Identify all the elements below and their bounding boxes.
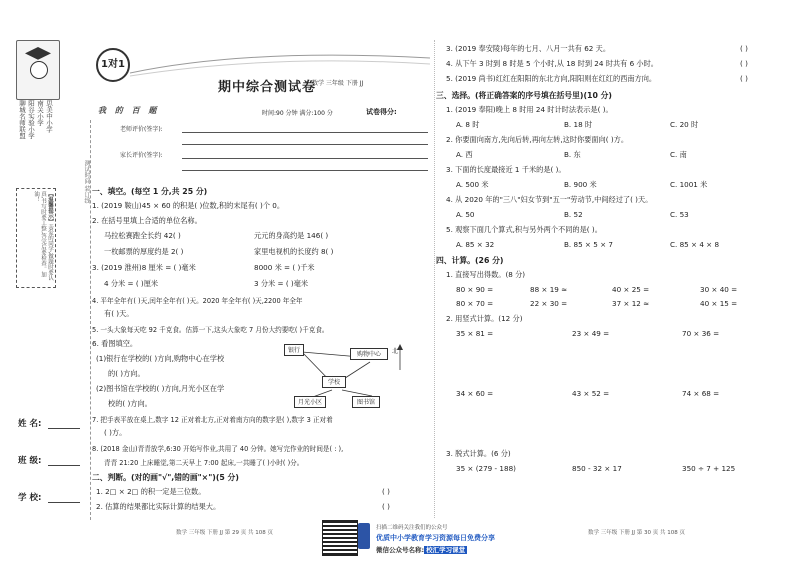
question: 5. 观察下面几个算式,积与另外两个不同的是( )。 xyxy=(446,225,602,234)
mall-box: 购物中心 xyxy=(350,348,388,360)
page-fold xyxy=(434,40,435,518)
sub-question: 2. 用竖式计算。(12 分) xyxy=(446,314,523,323)
teacher-eval-line[interactable] xyxy=(182,132,428,133)
option: C. 85 × 4 × 8 xyxy=(670,240,720,249)
question-part: 一枚邮票的厚度约是 2( ) xyxy=(104,247,184,256)
question: 3. (2019 淮州)8 厘米 = ( )毫米 xyxy=(92,263,196,272)
score-label: 试卷得分: xyxy=(366,108,397,116)
option: B. 52 xyxy=(564,210,583,219)
question: 3. 下面的长度最接近 1 千米的是( )。 xyxy=(446,165,566,174)
option: A. 85 × 32 xyxy=(456,240,495,249)
promo-account xyxy=(376,545,467,554)
teacher-eval-line-2[interactable] xyxy=(182,144,428,145)
sidebar-column: 思美中小学 xyxy=(45,100,53,133)
vertical-item: 43 × 52 = xyxy=(572,389,610,398)
option: C. 20 时 xyxy=(670,120,699,129)
question-part: 有( )天。 xyxy=(104,309,134,318)
question: 4. 从 2020 年的"三八"妇女节到"五一"劳动节,中间经过了( )天。 xyxy=(446,195,653,204)
vertical-item: 23 × 49 = xyxy=(572,329,610,338)
name-field[interactable] xyxy=(48,428,80,429)
parent-eval-line[interactable] xyxy=(182,158,428,159)
question-part: 3 分米 = ( )毫米 xyxy=(254,279,309,288)
answer-paren[interactable]: ( ) xyxy=(382,502,390,511)
oral-item: 40 × 25 = xyxy=(612,285,650,294)
judge-item: 2. 估算的结果都比实际计算的结果大。 xyxy=(96,502,221,511)
bank-box: 银行 xyxy=(284,344,304,356)
vertical-item: 34 × 60 = xyxy=(456,389,494,398)
question: 4. 平年全年有( )天,闰年全年有( )天。2020 年全年有( )天,2200 年全年 xyxy=(92,297,303,305)
sidebar-column: 聊城名师联盟 xyxy=(18,100,26,139)
question: 7. 把手表平放在桌上,数字 12 正对着北方,正对着南方向的数字是( ),数字 3 正对着 xyxy=(92,416,333,424)
tip-title: 【温馨提示】 xyxy=(47,191,53,224)
section-fill-blank: 一、填空。(每空 1 分,共 25 分) xyxy=(92,187,208,196)
judge-item: 5. (2019 尚书)红红在阳阳的东北方向,阳阳则在红红的西南方向。 xyxy=(446,74,657,83)
oral-item: 37 × 12 ≈ xyxy=(612,299,650,308)
publisher-logo xyxy=(16,40,60,100)
option: A. 500 米 xyxy=(456,180,489,189)
vertical-item: 70 × 36 = xyxy=(682,329,720,338)
question-part: 元元的身高约是 146( ) xyxy=(254,231,329,240)
judge-item: 3. (2019 奉安陵)每年的七月、八月一共有 62 天。 xyxy=(446,44,611,53)
question: 1. (2019 奉阳)晚上 8 时用 24 时计时法表示是( )。 xyxy=(446,105,613,114)
question: 8. (2018 金山)青青放学,6:30 开始写作业,共用了 40 分钟。她写完作业的时间是( : ), xyxy=(92,445,344,453)
answer-paren[interactable]: ( ) xyxy=(740,59,748,68)
option: A. 8 时 xyxy=(456,120,480,129)
parent-eval-line-2[interactable] xyxy=(182,170,428,171)
question-part: (2)图书馆在学校的( )方向,月光小区在学 xyxy=(96,384,225,393)
oral-item: 40 × 15 = xyxy=(700,299,738,308)
vertical-item: 35 × 81 = xyxy=(456,329,494,338)
stamp-text: 我 的 百 题 xyxy=(98,106,160,115)
teacher-eval-label: 老师评价(签字): xyxy=(120,126,163,133)
question: 5. 一头大象每天吃 92 千克食。估算一下,这头大象吃 7 月份大约要吃( )千克食。 xyxy=(92,326,329,334)
question-part: 青青 21:20 上床睡觉,第二天早上 7:00 起床,一共睡了( )小时( )分。 xyxy=(104,459,304,467)
question-part: 校的( )方向。 xyxy=(108,399,152,408)
school-field[interactable] xyxy=(48,502,80,503)
question: 2. 在括号里填上合适的单位名称。 xyxy=(92,216,202,225)
header-meta: 数学 三年级 下册 JJ xyxy=(312,80,364,87)
mixed-item: 35 × (279 - 188) xyxy=(456,464,516,473)
oral-item: 80 × 90 = xyxy=(456,285,494,294)
option: B. 85 × 5 × 7 xyxy=(564,240,613,249)
mascot-icon xyxy=(358,523,370,549)
question-part: 马拉松赛跑全长约 42( ) xyxy=(104,231,181,240)
library-box: 图书馆 xyxy=(352,396,380,408)
vertical-item: 74 × 68 = xyxy=(682,389,720,398)
question-part: 的( )方向。 xyxy=(108,369,145,378)
header-swoosh xyxy=(130,48,430,78)
mixed-item: 850 - 32 × 17 xyxy=(572,464,622,473)
class-field[interactable] xyxy=(48,465,80,466)
section-choice: 三、选择。(将正确答案的序号填在括号里)(10 分) xyxy=(436,91,612,100)
question: 6. 看图填空。 xyxy=(92,339,138,348)
binding-line xyxy=(90,120,91,520)
section-judge: 二、判断。(对的画"√",错的画"×")(5 分) xyxy=(92,473,239,482)
question: 2. 你要面向南方,先向后转,再向左转,这时你要面向( )方。 xyxy=(446,135,629,144)
moon-district-box: 月光小区 xyxy=(294,396,326,408)
answer-paren[interactable]: ( ) xyxy=(382,487,390,496)
sidebar-column: 南关小学 xyxy=(36,100,44,126)
option: B. 18 时 xyxy=(564,120,593,129)
option: B. 东 xyxy=(564,150,581,159)
section-calc: 四、计算。(26 分) xyxy=(436,256,504,265)
tip-text: 亲爱的同学,做题时要认真,书写时要工整,答完后要检查。加油！ xyxy=(33,191,53,281)
question: 1. (2019 鞍山)45 × 60 的积是( )位数,积的末尾有( )个 0。 xyxy=(92,201,285,210)
name-label: 姓 名: xyxy=(18,419,42,429)
school-box: 学校 xyxy=(322,376,346,388)
question-part: ( )方。 xyxy=(104,428,127,437)
footer-left: 数学 三年级 下册 JJ 第 29 页 共 108 页 xyxy=(176,530,273,536)
parent-eval-label: 家长评价(签字): xyxy=(120,152,163,159)
mixed-item: 350 ÷ 7 + 125 xyxy=(682,464,736,473)
question-part: 家里电视机的长度约 8( ) xyxy=(254,247,334,256)
question-part: 4 分米 = ( )厘米 xyxy=(104,279,159,288)
oral-item: 88 × 19 ≈ xyxy=(530,285,568,294)
oral-item: 30 × 40 = xyxy=(700,285,738,294)
option: C. 南 xyxy=(670,150,687,159)
promo-account-name: 校汇学习课堂 xyxy=(426,546,466,554)
question-part: (1)银行在学校的( )方向,购物中心在学校 xyxy=(96,354,225,363)
option: A. 西 xyxy=(456,150,473,159)
north-label: 北 xyxy=(392,348,399,355)
option: A. 50 xyxy=(456,210,475,219)
answer-paren[interactable]: ( ) xyxy=(740,74,748,83)
qr-code-icon xyxy=(322,520,358,556)
tip-box xyxy=(16,188,56,288)
judge-item: 4. 从下午 3 时到 8 时是 5 个小时,从 18 时到 24 时共有 6 小时。 xyxy=(446,59,658,68)
school-label: 学 校: xyxy=(18,493,42,503)
judge-item: 1. 2□ × 2□ 的积一定是三位数。 xyxy=(96,487,206,496)
sidebar-column: 阳谷实验小学 xyxy=(27,100,35,139)
promo-text: 扫描二维码关注我们的公众号 xyxy=(376,525,448,531)
sub-question: 3. 脱式计算。(6 分) xyxy=(446,449,511,458)
answer-paren[interactable]: ( ) xyxy=(740,44,748,53)
promo-account-label: 微信公众号名称: xyxy=(376,546,425,554)
option: C. 53 xyxy=(670,210,689,219)
oral-item: 80 × 70 = xyxy=(456,299,494,308)
time-score: 时间:90 分钟 满分:100 分 xyxy=(262,110,333,117)
header-logo: 1对1 xyxy=(96,48,130,82)
option: C. 1001 米 xyxy=(670,180,708,189)
binding-line-label: 测试时间 装订线 xyxy=(83,160,90,204)
option: B. 900 米 xyxy=(564,180,597,189)
sub-question: 1. 直接写出得数。(8 分) xyxy=(446,270,526,279)
oral-item: 22 × 30 = xyxy=(530,299,568,308)
page-title: 期中综合测试卷 xyxy=(218,80,317,95)
promo-headline: 优质中小学教育学习资源每日免费分享 xyxy=(376,534,495,542)
question-part: 8000 米 = ( )千米 xyxy=(254,263,315,272)
face-icon xyxy=(30,61,48,79)
class-label: 班 级: xyxy=(18,456,42,466)
footer-right: 数学 三年级 下册 JJ 第 30 页 共 108 页 xyxy=(588,530,685,536)
